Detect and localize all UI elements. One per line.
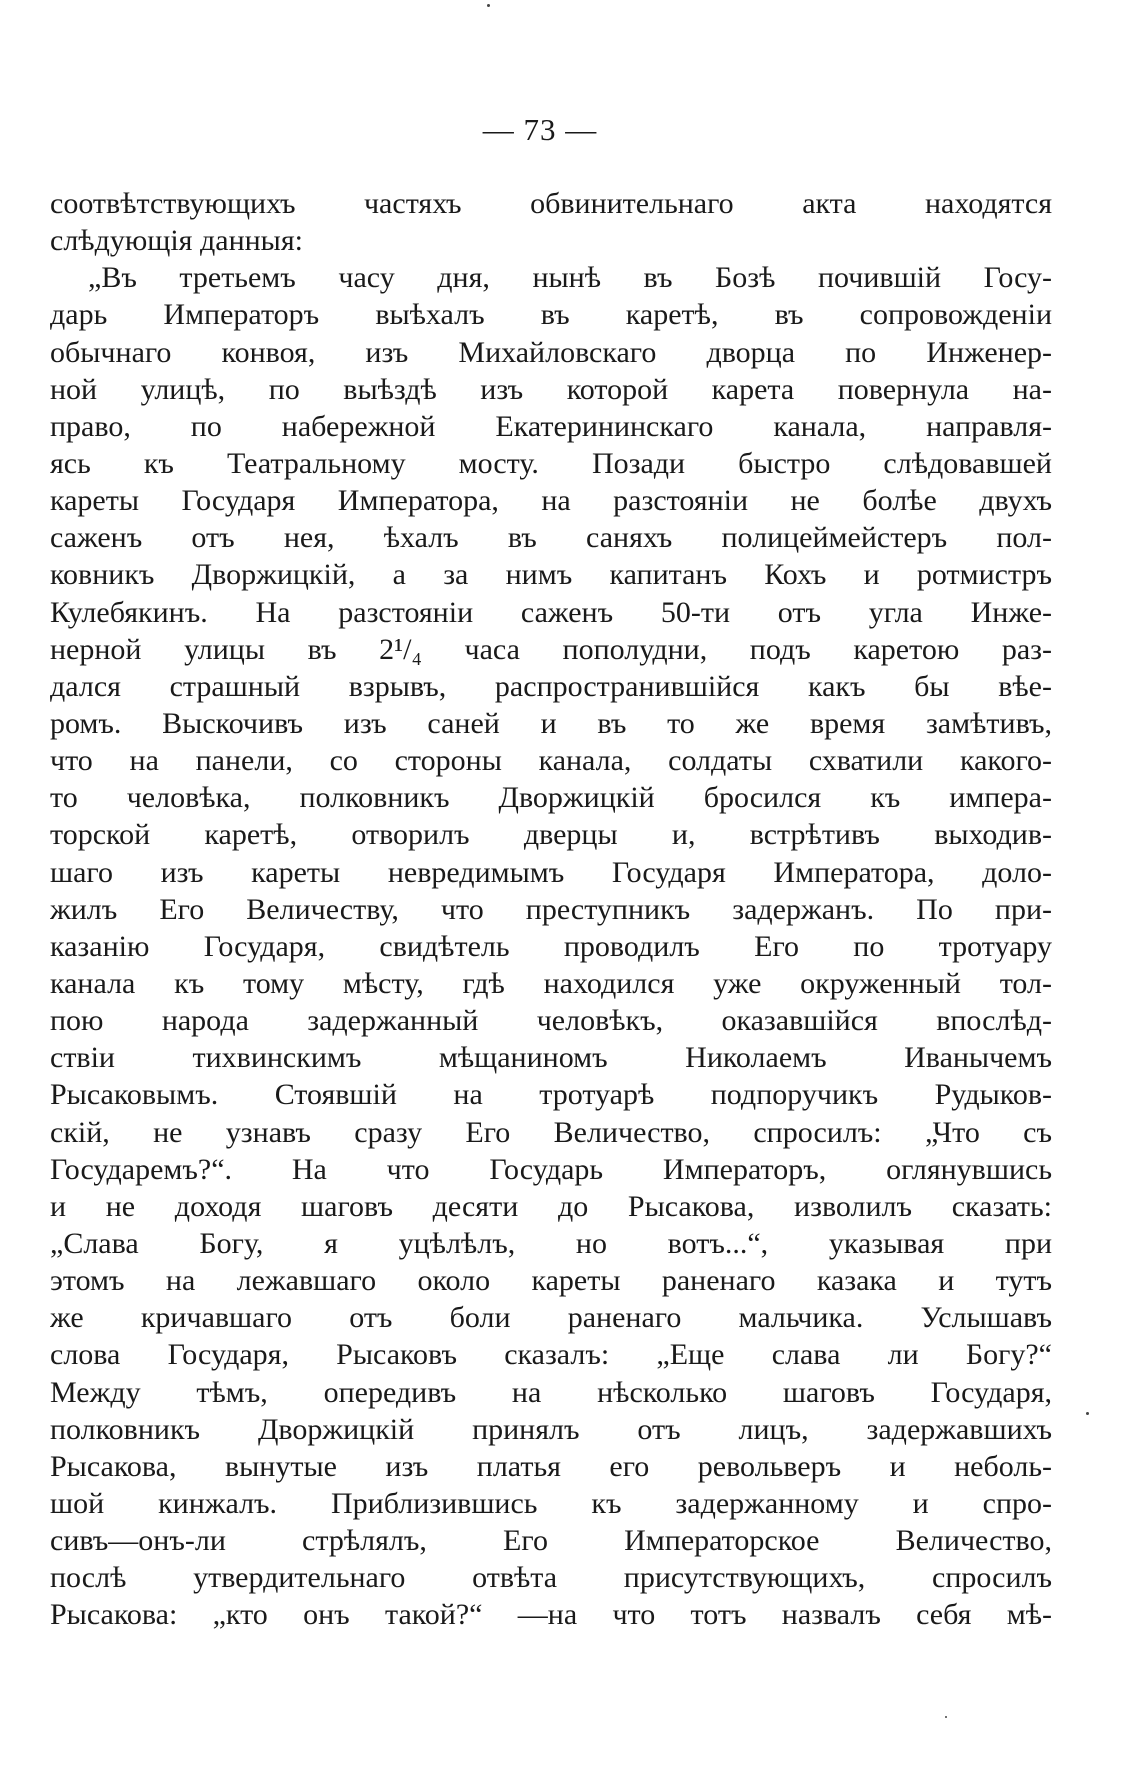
text-line: Рысакова: „кто онъ такой?“ —на что тотъ назвалъ себя мѣ- (50, 1598, 1052, 1632)
text-line: обычнаго конвоя, изъ Михайловскаго дворца по Инженер- (50, 335, 1052, 369)
text-line: ной улицѣ, по выѣздѣ изъ которой карета повернула на- (50, 372, 1052, 406)
text-line: пою народа задержанный человѣкъ, оказавшійся впослѣд- (50, 1004, 1052, 1038)
text-line: право, по набережной Екатерининскаго канала, направля- (50, 409, 1052, 443)
text-line: слѣдующія данныя: (50, 224, 303, 258)
text-line: скій, не узнавъ сразу Его Величество, спросилъ: „Что съ (50, 1115, 1052, 1149)
text-line: Государемъ?“. На что Государь Императоръ, оглянувшись (50, 1152, 1052, 1186)
text-line: и не доходя шаговъ десяти до Рысакова, изволилъ сказать: (50, 1189, 1052, 1223)
scan-speck (945, 1716, 947, 1718)
text-line: дался страшный взрывъ, распространившійся какъ бы вѣе- (50, 669, 1052, 703)
text-line: дарь Императоръ выѣхалъ въ каретѣ, въ сопровожденіи (50, 298, 1052, 332)
text-line: что на панели, со стороны канала, солдаты схватили какого- (50, 744, 1052, 778)
text-line: казанію Государя, свидѣтель проводилъ Его по тротуару (50, 929, 1052, 963)
text-line: ствіи тихвинскимъ мѣщаниномъ Николаемъ Иванычемъ (50, 1041, 1052, 1075)
text-line: этомъ на лежавшаго около кареты раненаго казака и тутъ (50, 1264, 1052, 1298)
scan-speck (1086, 1412, 1089, 1415)
text-line: же кричавшаго отъ боли раненаго мальчика. Услышавъ (50, 1301, 1052, 1335)
text-line: кареты Государя Императора, на разстояніи не болѣе двухъ (50, 484, 1052, 518)
text-line: торской каретѣ, отворилъ дверцы и, встрѣтивъ выходив- (50, 818, 1052, 852)
text-line: канала къ тому мѣсту, гдѣ находился уже окруженный тол- (50, 966, 1052, 1000)
text-line: ясь къ Театральному мосту. Позади быстро слѣдовавшей (50, 446, 1052, 480)
text-line: саженъ отъ нея, ѣхалъ въ саняхъ полицеймейстеръ пол- (50, 521, 1052, 555)
text-line: ковникъ Дворжицкій, а за нимъ капитанъ Кохъ и ротмистръ (50, 558, 1052, 592)
text-line: полковникъ Дворжицкій принялъ отъ лицъ, задержавшихъ (50, 1412, 1052, 1446)
body-text (50, 185, 1052, 1633)
text-line: шой кинжалъ. Приблизившись къ задержанному и спро- (50, 1486, 1052, 1520)
text-line: Рысакова, вынутые изъ платья его револьверъ и неболь- (50, 1449, 1052, 1483)
text-line: Между тѣмъ, опередивъ на нѣсколько шаговъ Государя, (50, 1375, 1052, 1409)
text-line: шаго изъ кареты невредимымъ Государя Императора, доло- (50, 855, 1052, 889)
text-line: „Слава Богу, я уцѣлѣлъ, но вотъ...“, указывая при (50, 1226, 1052, 1260)
text-line: сивъ—онъ-ли стрѣлялъ, Его Императорское Величество, (50, 1524, 1052, 1558)
text-line: соотвѣтствующихъ частяхъ обвинительнаго акта находятся (50, 187, 1052, 220)
text-line: послѣ утвердительнаго отвѣта присутствующихъ, спросилъ (50, 1561, 1052, 1595)
page-number: — 73 — (482, 112, 598, 147)
text-line: то человѣка, полковникъ Дворжицкій бросился къ импера- (50, 781, 1052, 815)
text-line: „Въ третьемъ часу дня, нынѣ въ Бозѣ почившій Госу- (88, 261, 1052, 295)
text-line: ромъ. Выскочивъ изъ саней и въ то же время замѣтивъ, (50, 706, 1052, 740)
text-line: жилъ Его Величеству, что преступникъ задержанъ. По при- (50, 892, 1052, 926)
scan-speck (487, 4, 490, 7)
text-line: Кулебякинъ. На разстояніи саженъ 50-ти отъ угла Инже- (50, 595, 1052, 629)
text-line: слова Государя, Рысаковъ сказалъ: „Еще слава ли Богу?“ (50, 1338, 1052, 1372)
text-line: Рысаковымъ. Стоявшій на тротуарѣ подпоручикъ Рудыков- (50, 1078, 1052, 1112)
text-line: нерной улицы въ 2¹/₄ часа пополудни, подъ каретою раз- (50, 632, 1052, 666)
